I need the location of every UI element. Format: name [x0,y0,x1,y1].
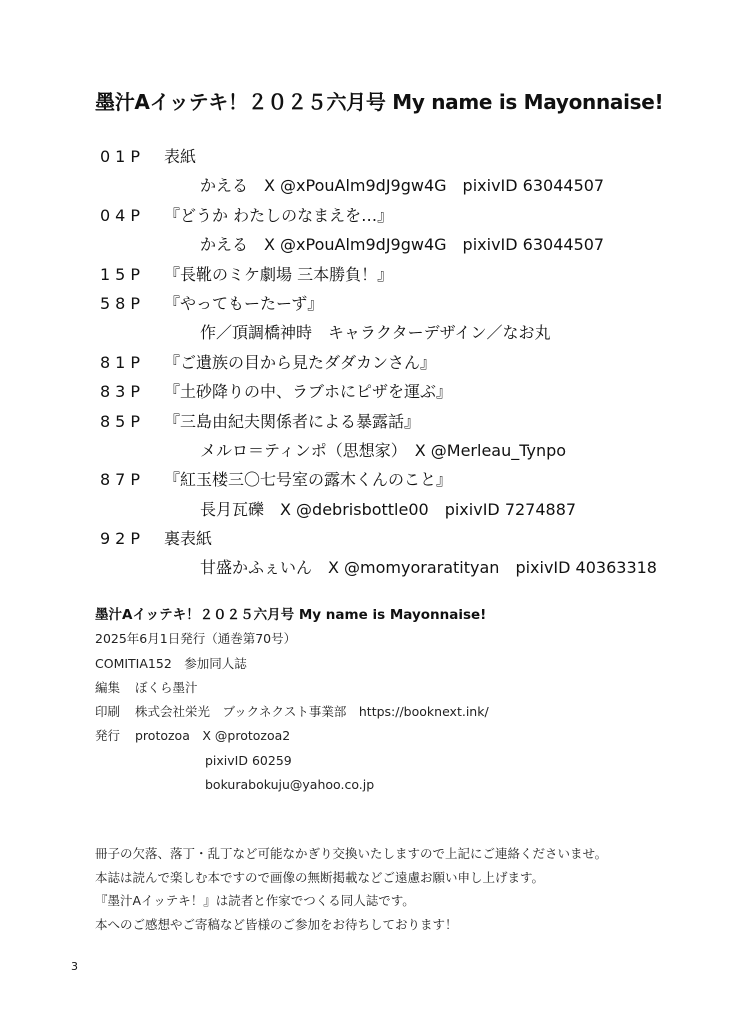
page-title: 墨汁Aイッテキ！２０２５六月号 My name is Mayonnaise! [95,90,664,114]
table-of-contents [100,142,657,583]
toc-title: 裏表紙 [164,529,213,549]
toc-entry [100,289,657,318]
colophon [95,603,489,797]
toc-title: 『どうか わたしのなまえを…』 [164,205,394,225]
toc-title: 『やってもーたーず』 [164,293,324,313]
toc-page: 58P [100,293,146,313]
toc-title: 『三島由紀夫関係者による暴露話』 [164,411,421,431]
toc-credit: かえる X @xPouAlm9dJ9gw4G pixivID 63044507 [200,176,605,196]
note-line: 『墨汁Aイッテキ！』は読者と作家でつくる同人誌です。 [95,893,415,908]
toc-entry [100,407,657,436]
publisher: protozoa X @protozoa2 [135,728,291,744]
publisher-pixiv: pixivID 60259 [205,752,292,768]
toc-entry [100,524,657,553]
notes [95,842,607,936]
toc-credit: 長月瓦礫 X @debrisbottle00 pixivID 7274887 [200,499,577,519]
toc-page: 04P [100,205,146,225]
note-line: 冊子の欠落、落丁・乱丁など可能なかぎり交換いたしますので上記にご連絡くださいませ。 [95,846,608,861]
toc-credit: 甘盛かふぇいん X @momyoraratityan pixivID 40363318 [200,558,657,578]
toc-credit: かえる X @xPouAlm9dJ9gw4G pixivID 63044507 [200,235,605,255]
note-line: 本誌は読んで楽しむ本ですので画像の無断掲載などご遠慮お願い申し上げます。 [95,869,545,885]
toc-entry [100,260,657,289]
page-number: 3 [71,960,78,973]
toc-page: 83P [100,382,146,402]
toc-entry [100,201,657,230]
toc-page: 92P [100,529,146,549]
toc-title: 『紅玉楼三〇七号室の露木くんのこと』 [164,470,453,490]
toc-page: 01P [100,147,146,166]
toc-credit: 作／頂調橋神時 キャラクターデザイン／なお丸 [200,323,551,343]
colophon-title: 墨汁Aイッテキ！２０２５六月号 My name is Mayonnaise! [95,607,487,623]
toc-title: 表紙 [164,147,197,166]
toc-title: 『長靴のミケ劇場 三本勝負！』 [164,264,394,284]
toc-entry [100,465,657,494]
toc-title: 『土砂降りの中、ラブホにピザを運ぶ』 [164,382,453,402]
toc-page: 15P [100,264,146,284]
editor: ぼくら墨汁 [135,679,198,695]
note-line: 本へのご感想やご寄稿など皆様のご参加をお待ちしております！ [95,916,458,932]
toc-title: 『ご遺族の目から見たダダカンさん』 [164,352,437,372]
editor-label: 編集 [95,679,121,695]
toc-entry [100,348,657,377]
publisher-email: bokurabokuju@yahoo.co.jp [205,777,375,793]
printer: 株式会社栄光 ブックネクスト事業部 https://booknext.ink/ [135,704,489,720]
toc-page: 85P [100,411,146,431]
toc-page: 81P [100,352,146,372]
toc-page: 87P [100,470,146,490]
printer-label: 印刷 [95,704,121,720]
colophon-event: COMITIA152 参加同人誌 [95,655,247,671]
toc-credit: メルロ＝ティンポ（思想家） X @Merleau_Tynpo [200,440,567,460]
toc-entry [100,142,657,171]
colophon-date: 2025年6月1日発行（通巻第70号） [95,631,297,647]
publisher-label: 発行 [95,728,121,744]
toc-entry [100,377,657,406]
